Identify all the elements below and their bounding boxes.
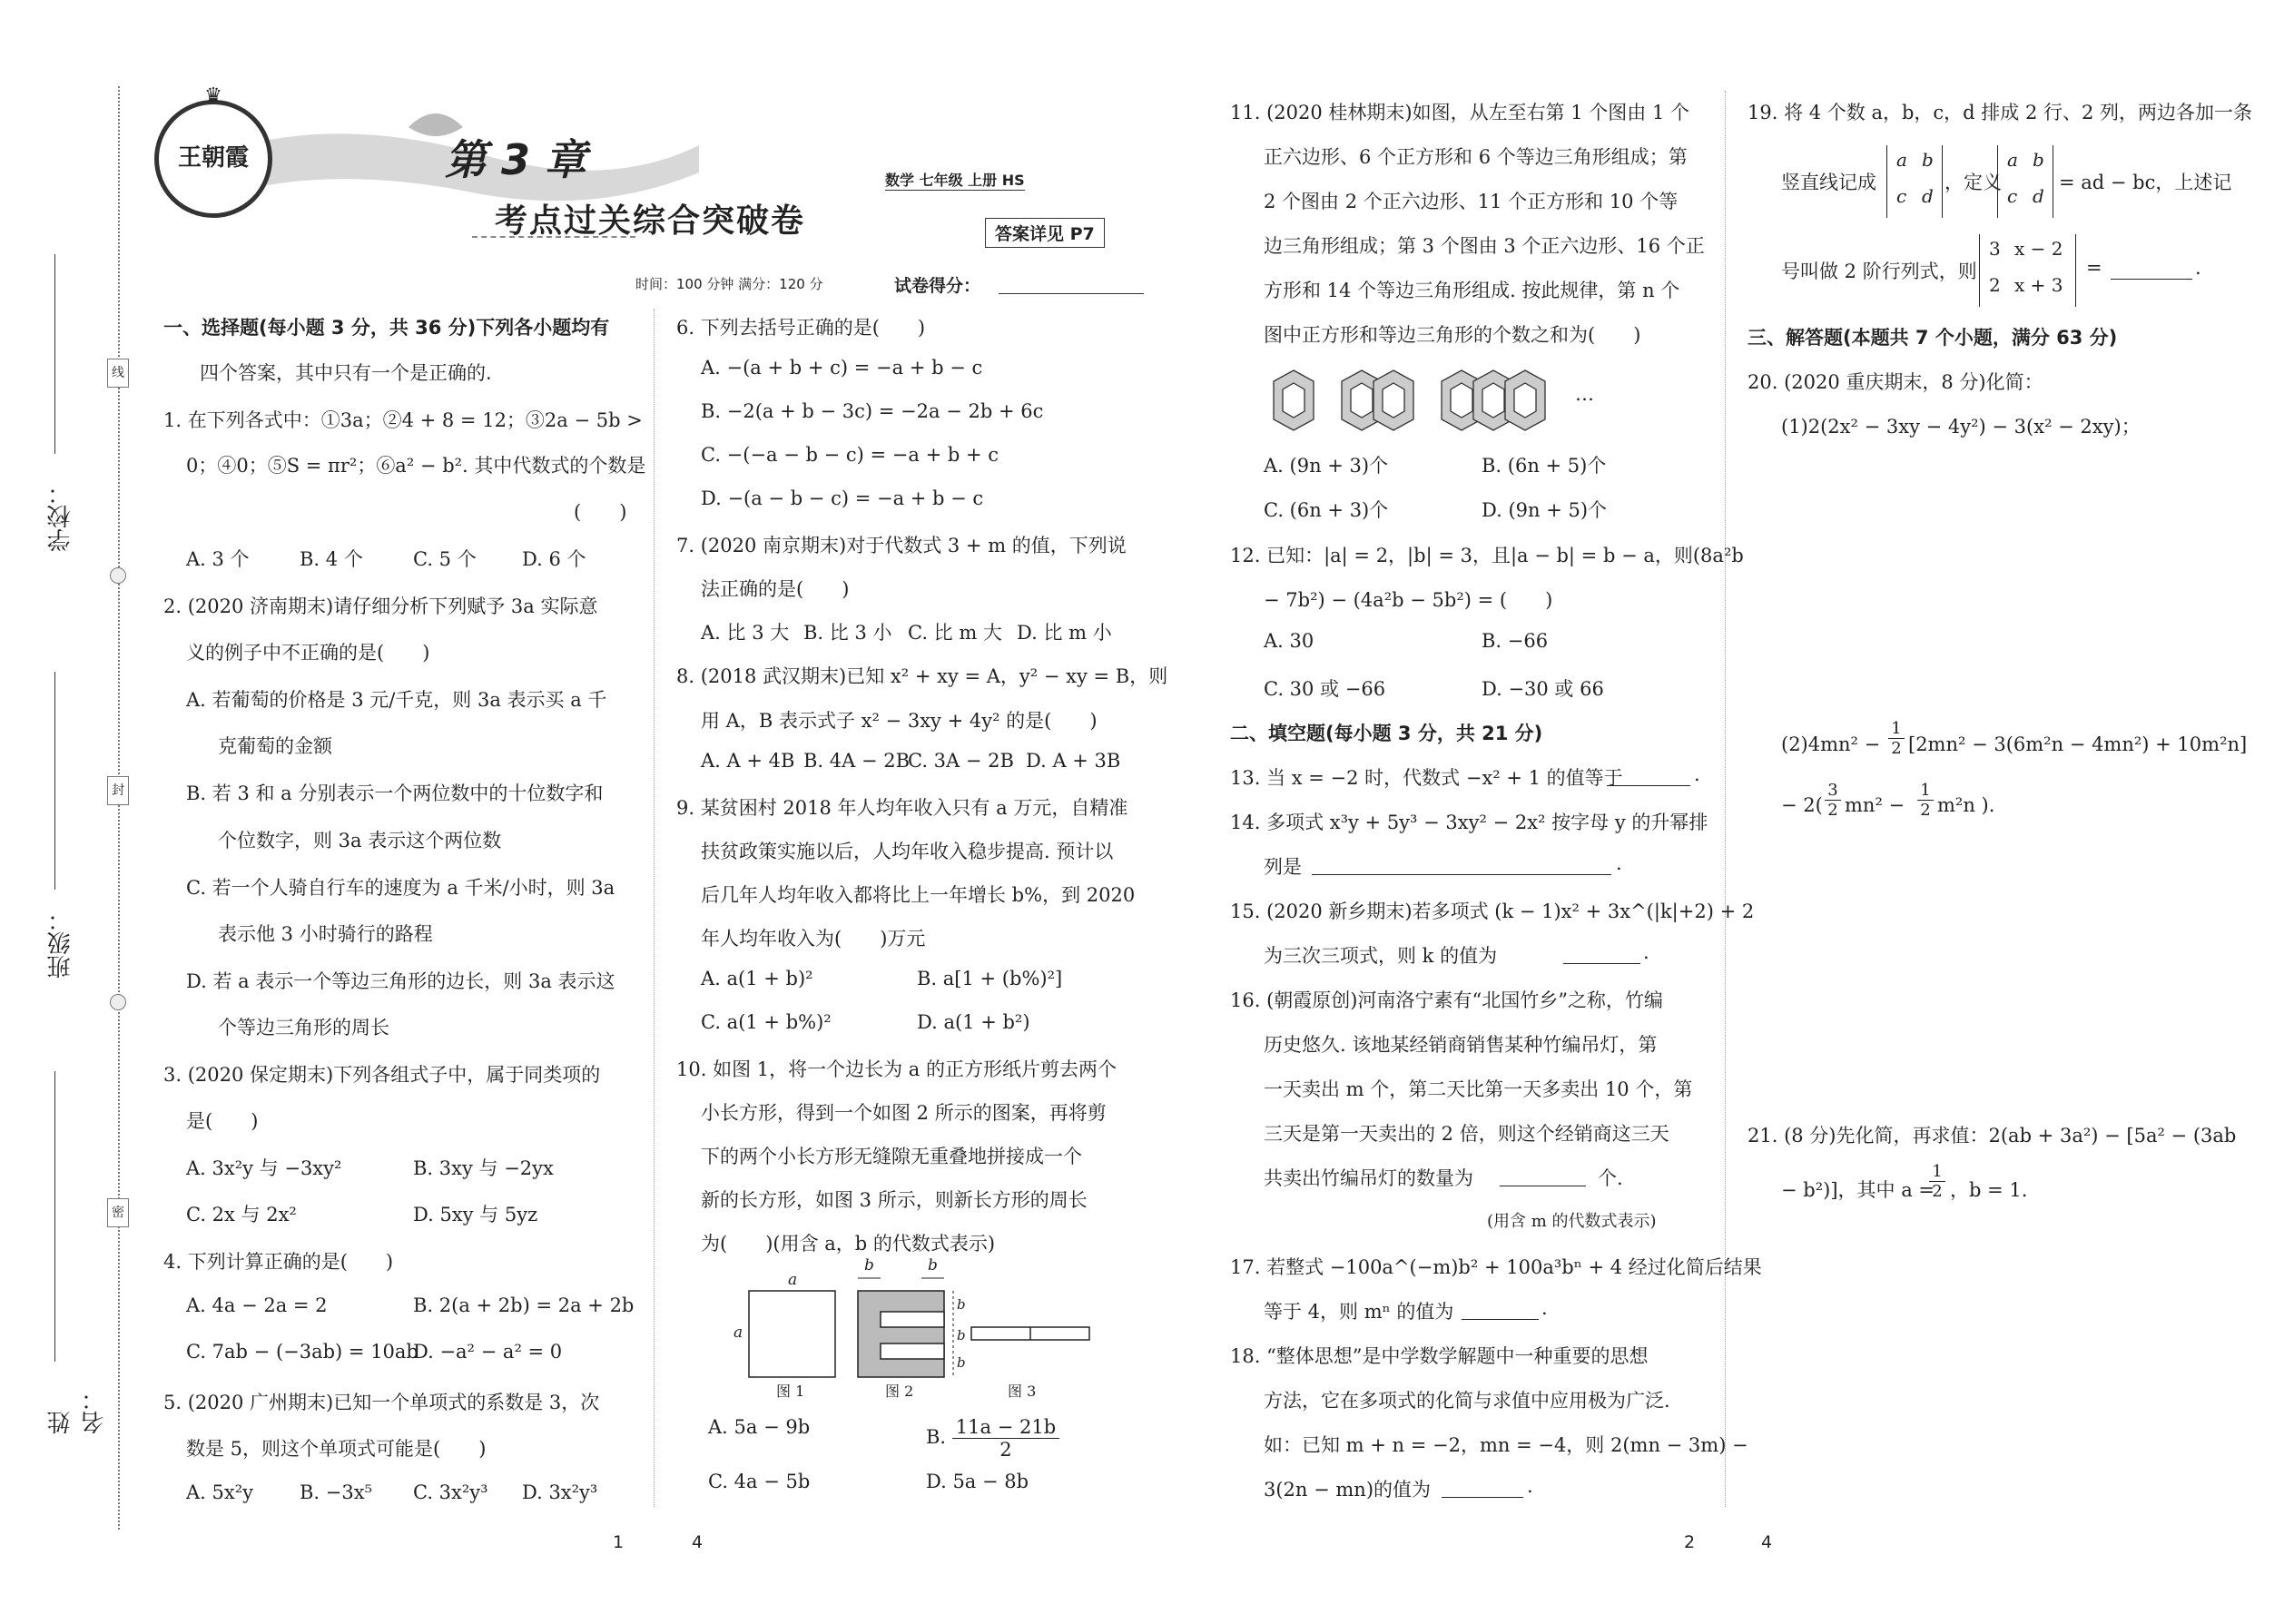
option-c[interactable]: C. 3x²y³ — [413, 1481, 488, 1503]
option-d[interactable]: D. −a² − a² = 0 — [413, 1341, 563, 1363]
binding-dotted-line — [118, 86, 120, 1530]
option-c[interactable]: C. 2x 与 2x² — [186, 1204, 297, 1225]
option-b[interactable]: B. 4A − 2B — [803, 750, 911, 772]
option-d[interactable]: D. (9n + 5)个 — [1482, 499, 1608, 521]
option-b[interactable]: B. 2(a + 2b) = 2a + 2b — [413, 1294, 635, 1316]
option-a[interactable]: A. 若葡萄的价格是 3 元/千克，则 3a 表示买 a 千 — [186, 689, 607, 711]
option-a[interactable]: A. 比 3 大 — [701, 622, 790, 644]
option-d[interactable]: D. 若 a 表示一个等边三角形的边长，则 3a 表示这 — [186, 970, 615, 992]
answer-blank[interactable] — [2111, 279, 2192, 280]
binding-hole-icon — [110, 994, 126, 1010]
answer-blank[interactable]: ( ) — [574, 501, 627, 523]
fraction-three-halves: 3 2 — [1825, 781, 1841, 820]
option-b[interactable]: B. 若 3 和 a 分别表示一个两位数中的十位数字和 — [186, 782, 604, 804]
brand-logo — [154, 84, 272, 218]
option-a[interactable]: A. 3 个 — [186, 548, 250, 570]
determinant-notation: a b c d — [1886, 145, 1943, 218]
section1-title2: 四个答案，其中只有一个是正确的. — [200, 362, 492, 384]
fraction-half: 1 2 — [1888, 719, 1905, 758]
answer-blank[interactable] — [1312, 874, 1611, 875]
hexagon-pattern-icon — [1257, 363, 1657, 440]
option-a[interactable]: A. (9n + 3)个 — [1264, 455, 1389, 477]
chapter-title: 第 3 章 — [445, 135, 587, 184]
answer-blank[interactable] — [1563, 963, 1640, 964]
score-label: 试卷得分： — [894, 276, 981, 296]
work-area[interactable] — [1781, 1225, 2235, 1498]
option-b[interactable]: B. a[1 + (b%)²] — [917, 968, 1063, 989]
class-label: 班级： — [47, 908, 74, 979]
answer-blank[interactable] — [1462, 1319, 1539, 1320]
option-b[interactable]: B. 3xy 与 −2yx — [413, 1157, 554, 1179]
option-d[interactable]: D. A + 3B — [1026, 750, 1121, 772]
option-d[interactable]: D. 6 个 — [522, 548, 586, 570]
determinant-question: 3 x − 2 2 x + 3 — [1979, 234, 2076, 307]
page-total: 4 — [1761, 1532, 1773, 1552]
cut-square-diagram-icon — [726, 1271, 1108, 1398]
logo-text: 王朝霞 — [177, 144, 249, 172]
work-area[interactable] — [1781, 472, 2235, 690]
figure-2-caption: 图 2 — [885, 1383, 914, 1400]
option-c[interactable]: C. 3A − 2B — [908, 750, 1014, 772]
option-c[interactable]: C. 7ab − (−3ab) = 10ab — [186, 1341, 418, 1363]
answer-blank[interactable] — [1607, 785, 1690, 786]
question-10-figures: a a b b b b b 图 1 图 2 图 3 — [726, 1271, 1108, 1398]
option-c[interactable]: C. 4a − 5b — [708, 1471, 811, 1492]
subtitle-dash-icon — [472, 236, 635, 238]
option-a[interactable]: A. 5a − 9b — [708, 1416, 811, 1438]
option-a[interactable]: A. A + 4B — [701, 750, 795, 772]
work-area[interactable] — [1781, 844, 2235, 1098]
seal-mark-seal: 封 — [107, 776, 129, 805]
section3-title: 三、解答题(本题共 7 个小题，满分 63 分) — [1748, 327, 2118, 349]
section2-title: 二、填空题(每小题 3 分，共 21 分) — [1230, 723, 1543, 744]
answer-blank[interactable] — [1442, 1497, 1523, 1498]
option-c[interactable]: C. (6n + 3)个 — [1264, 499, 1389, 521]
page-number: 1 — [613, 1532, 625, 1552]
option-a[interactable]: A. 4a − 2a = 2 — [186, 1294, 328, 1316]
option-d[interactable]: D. 5xy 与 5yz — [413, 1204, 538, 1225]
class-field-line[interactable] — [54, 672, 57, 890]
option-d[interactable]: D. 3x²y³ — [522, 1481, 598, 1503]
option-b[interactable]: B. 4 个 — [300, 548, 363, 570]
column-divider — [654, 309, 655, 1507]
fraction-half: 1 2 — [1917, 781, 1934, 820]
option-d[interactable]: D. 5a − 8b — [926, 1471, 1029, 1492]
name-label: 姓名： — [47, 1387, 108, 1434]
page-number: 2 — [1684, 1532, 1696, 1552]
option-d[interactable]: D. 比 m 小 — [1017, 622, 1112, 644]
option-a[interactable]: A. 3x²y 与 −3xy² — [186, 1157, 342, 1179]
option-b[interactable]: B. (6n + 5)个 — [1482, 455, 1607, 477]
school-field-line[interactable] — [54, 254, 57, 454]
option-d[interactable]: D. −(a − b − c) = −a + b − c — [701, 487, 984, 509]
subject-tags: 数学 七年级 上册 HS — [885, 169, 1025, 191]
option-b[interactable]: B. 比 3 小 — [803, 622, 892, 644]
school-label: 学校： — [47, 481, 74, 552]
option-b[interactable]: B. −3x⁵ — [300, 1481, 373, 1503]
option-c[interactable]: C. −(−a − b − c) = −a + b + c — [701, 444, 999, 466]
binding-hole-icon — [110, 567, 126, 584]
option-a[interactable]: A. 30 — [1264, 630, 1314, 652]
hexagon-pattern-figure — [1257, 363, 1657, 440]
figure-1-caption: 图 1 — [776, 1383, 805, 1400]
option-c[interactable]: C. 若一个人骑自行车的速度为 a 千米/小时，则 3a — [186, 877, 615, 899]
option-a[interactable]: A. −(a + b + c) = −a + b − c — [701, 357, 983, 379]
crown-icon: ♛ — [204, 84, 222, 107]
option-c[interactable]: C. a(1 + b%)² — [701, 1011, 832, 1033]
option-b[interactable]: B. −2(a + b − 3c) = −2a − 2b + 6c — [701, 400, 1044, 422]
seal-mark-line: 线 — [107, 359, 129, 388]
determinant-definition: a b c d — [1997, 145, 2053, 218]
name-field-line[interactable] — [54, 1071, 57, 1362]
fraction-half: 1 2 — [1929, 1162, 1945, 1201]
paper-subtitle: 考点过关综合突破卷 — [495, 202, 806, 240]
option-b[interactable]: B. −66 — [1482, 630, 1549, 652]
section1-title: 一、选择题(每小题 3 分，共 36 分)下列各小题均有 — [163, 317, 610, 339]
option-b[interactable]: B. $\frac{11a - 21b}{2}$ — [926, 1416, 1059, 1461]
option-c[interactable]: C. 30 或 −66 — [1264, 678, 1386, 700]
option-c[interactable]: C. 比 m 大 — [908, 622, 1002, 644]
page-total: 4 — [692, 1532, 704, 1552]
option-c[interactable]: C. 5 个 — [413, 548, 477, 570]
option-d[interactable]: D. −30 或 66 — [1482, 678, 1604, 700]
option-a[interactable]: A. 5x²y — [186, 1481, 254, 1503]
option-a[interactable]: A. a(1 + b)² — [701, 968, 813, 989]
option-d[interactable]: D. a(1 + b²) — [917, 1011, 1030, 1033]
column-divider — [1725, 91, 1726, 1507]
seal-mark-dense: 密 — [107, 1198, 129, 1227]
ellipsis: … — [1575, 383, 1594, 405]
score-input[interactable] — [999, 293, 1144, 294]
answer-reference: 答案详见 P7 — [985, 218, 1105, 248]
time-score: 时间：100 分钟 满分：120 分 — [635, 276, 823, 292]
figure-3-caption: 图 3 — [1008, 1383, 1037, 1400]
